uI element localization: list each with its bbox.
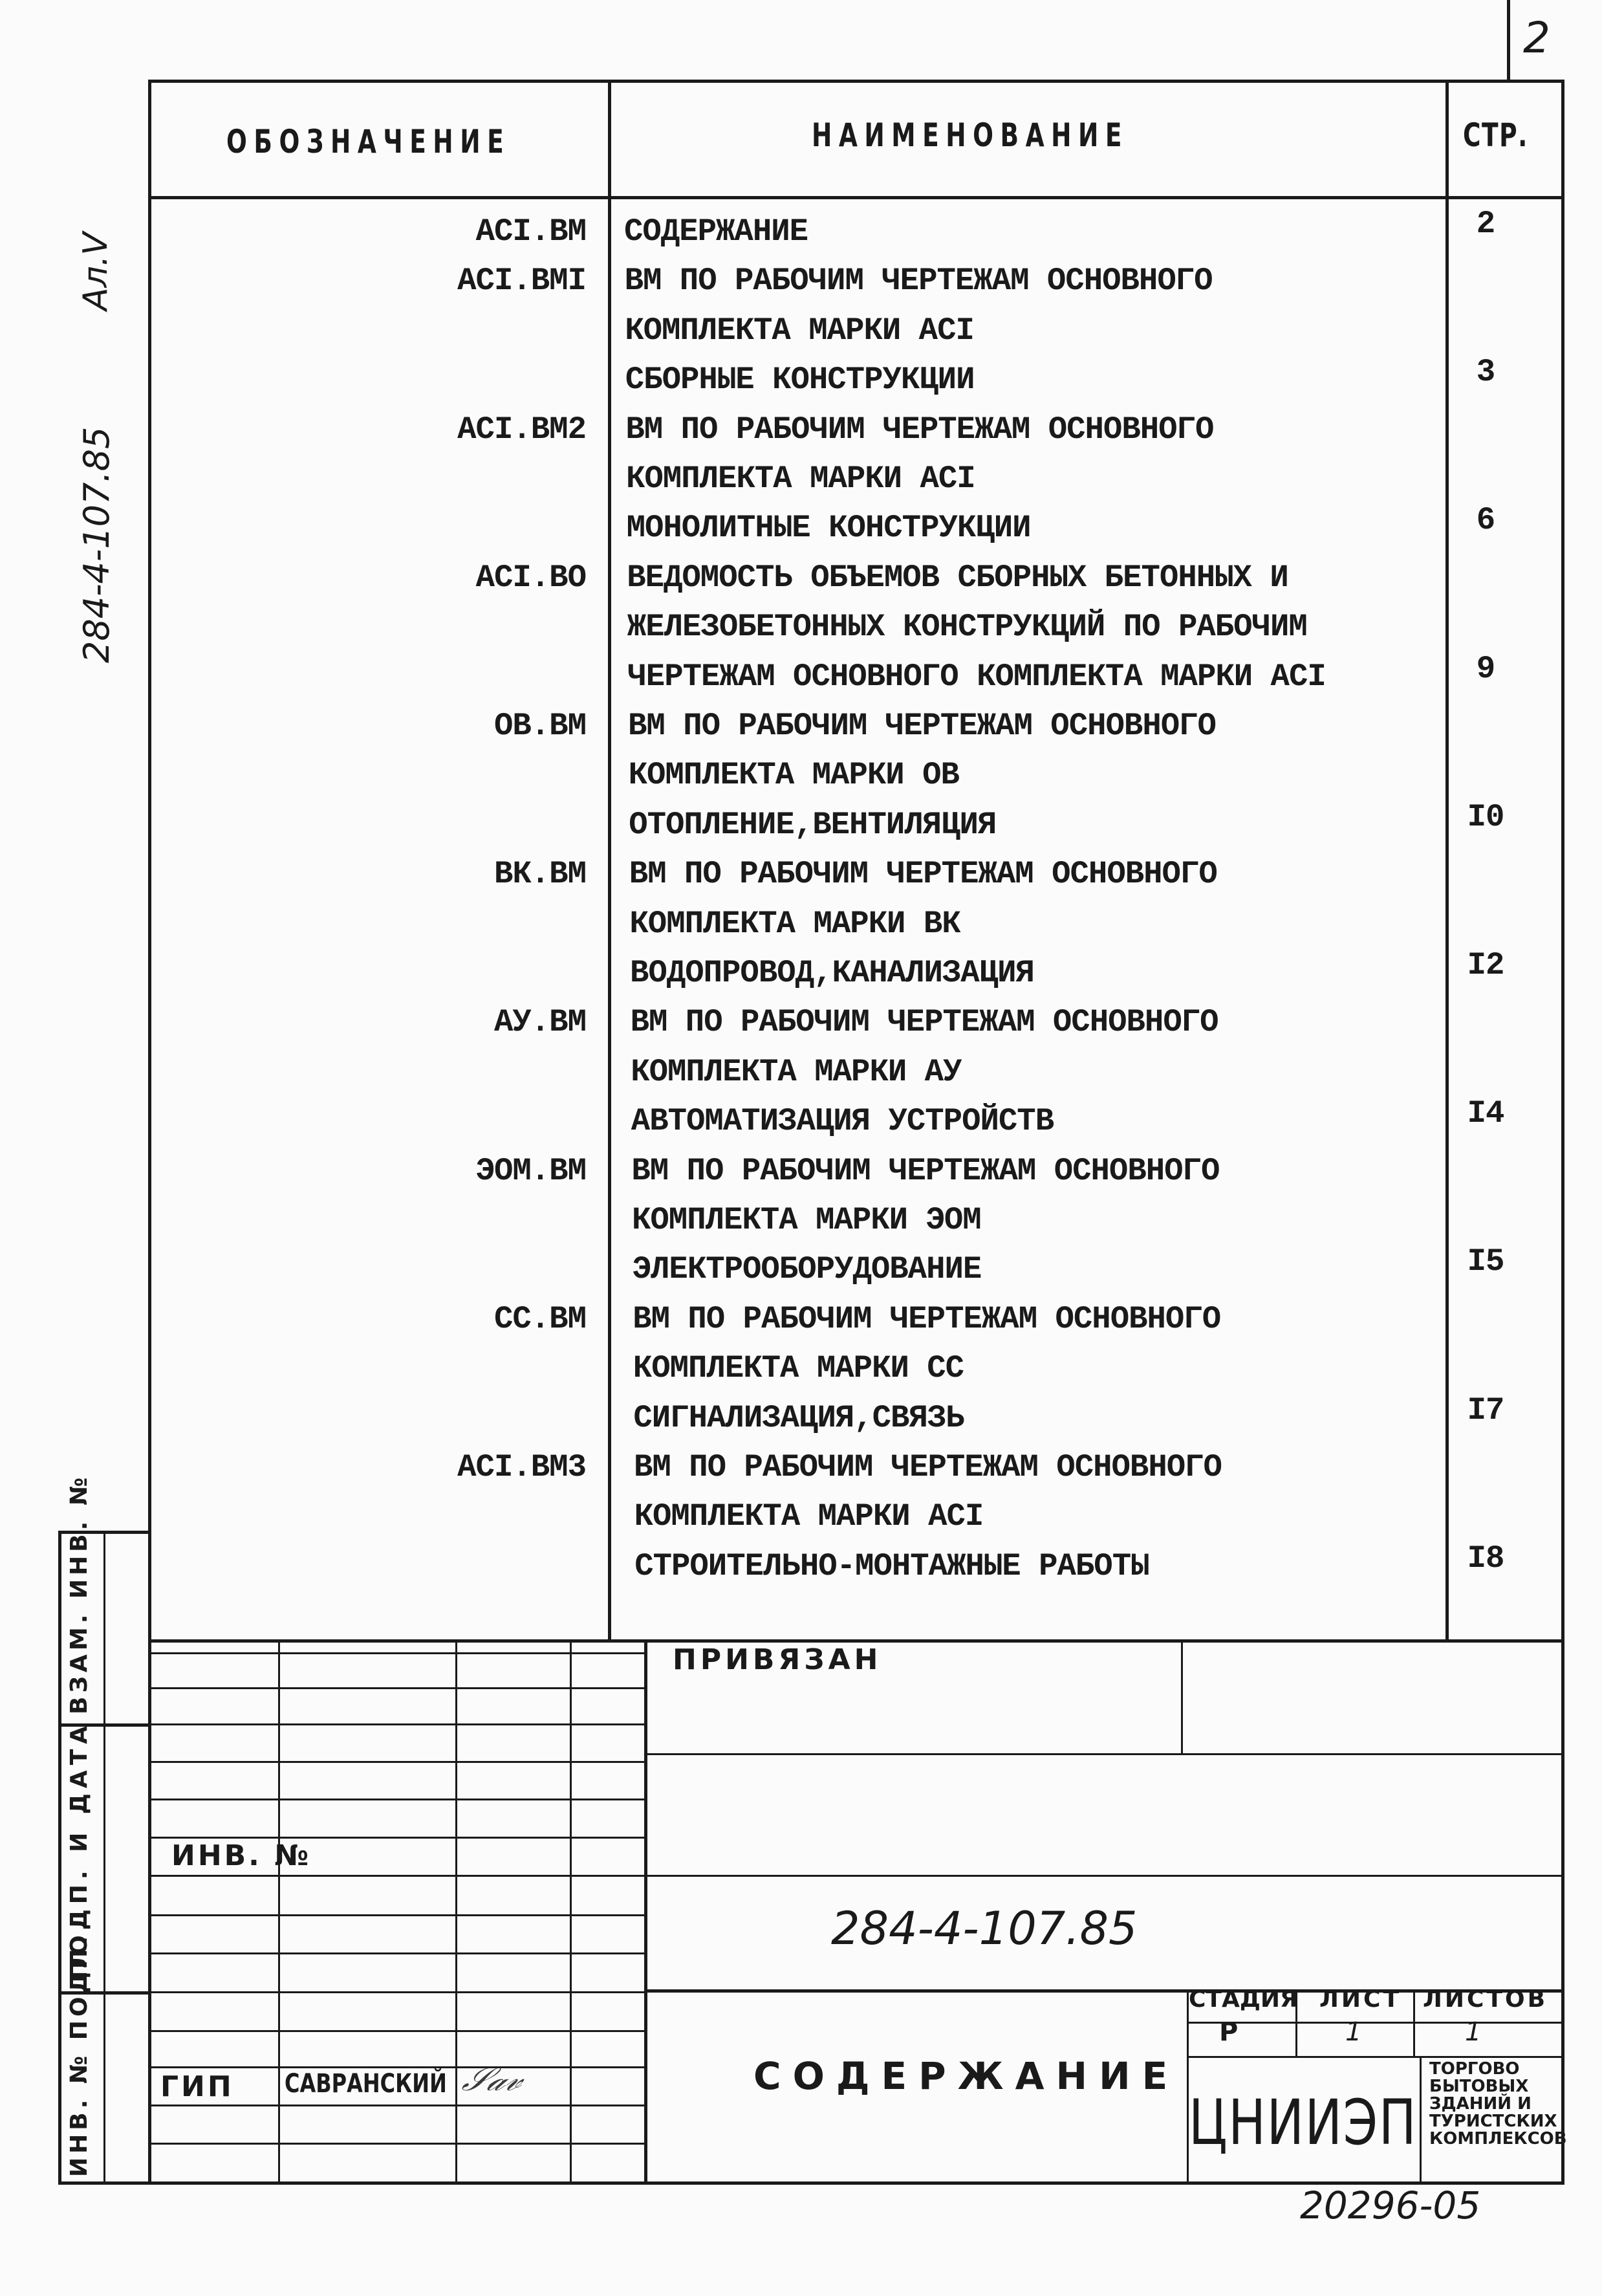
- entry-name-line: КОМПЛЕКТА МАРКИ СС: [633, 1350, 964, 1387]
- sheet-number-divider: [1507, 0, 1510, 81]
- entry-code: СС.ВМ: [493, 1300, 586, 1337]
- entry-name-line: ОТОПЛЕНИЕ,ВЕНТИЛЯЦИЯ: [629, 806, 997, 843]
- entry-code: ЭОМ.ВМ: [475, 1152, 586, 1189]
- grid-row-line: [149, 1761, 645, 1763]
- entry-name-line: ВМ ПО РАБОЧИМ ЧЕРТЕЖАМ ОСНОВНОГО: [630, 1004, 1218, 1041]
- frame-top: [149, 80, 1563, 83]
- entry-name-line: ВМ ПО РАБОЧИМ ЧЕРТЕЖАМ ОСНОВНОГО: [633, 1300, 1221, 1337]
- entry-name-line: ВМ ПО РАБОЧИМ ЧЕРТЕЖАМ ОСНОВНОГО: [629, 856, 1217, 893]
- entry-code: ОВ.ВМ: [493, 708, 586, 744]
- person-name: САВРАНСКИЙ: [285, 2069, 447, 2099]
- entry-name-line: ВМ ПО РАБОЧИМ ЧЕРТЕЖАМ ОСНОВНОГО: [634, 1449, 1222, 1485]
- org-department-line: КОМПЛЕКСОВ: [1429, 2129, 1567, 2148]
- header-divider: [149, 196, 1563, 199]
- entry-page: I8: [1467, 1540, 1504, 1577]
- entry-code: ВК.ВМ: [493, 856, 586, 893]
- header-designation: ОБОЗНАЧЕНИЕ: [226, 123, 511, 160]
- archive-number: 20296-05: [1300, 2183, 1481, 2227]
- entry-name-line: СБОРНЫЕ КОНСТРУКЦИИ: [625, 362, 975, 399]
- entry-page: I5: [1467, 1243, 1504, 1280]
- entry-code: АСI.ВМ2: [457, 411, 586, 448]
- entry-page: I0: [1467, 798, 1504, 835]
- entry-name-line: КОМПЛЕКТА МАРКИ АУ: [631, 1053, 962, 1090]
- role-gip: ГИП: [160, 2070, 234, 2103]
- grid-row-line: [149, 2143, 645, 2145]
- entry-name-line: ЖЕЛЕЗОБЕТОННЫХ КОНСТРУКЦИЙ ПО РАБОЧИМ: [627, 609, 1307, 646]
- org-department-line: БЫТОВЫХ: [1429, 2077, 1529, 2096]
- header-name: НАИМЕНОВАНИЕ: [812, 116, 1129, 154]
- grid-column-line: [455, 1641, 457, 2183]
- sheets-value: 1: [1465, 2017, 1482, 2047]
- sign-date-label: ПОДП. И ДАТА: [66, 1720, 92, 1980]
- project-stamp-vertical: 284-4-107.85: [76, 426, 117, 663]
- inv-no-label: ИНВ. №: [171, 1839, 312, 1872]
- entry-name-line: СИГНАЛИЗАЦИЯ,СВЯЗЬ: [633, 1399, 964, 1436]
- entry-code: АСI.ВО: [475, 559, 586, 596]
- entry-code: АСI.ВМI: [457, 263, 586, 300]
- entry-page: 2: [1476, 206, 1495, 242]
- entry-name-line: ВМ ПО РАБОЧИМ ЧЕРТЕЖАМ ОСНОВНОГО: [628, 708, 1216, 744]
- entry-page: I4: [1467, 1095, 1504, 1132]
- entry-name-line: ЭЛЕКТРООБОРУДОВАНИЕ: [632, 1251, 982, 1288]
- entry-name-line: КОМПЛЕКТА МАРКИ АСI: [626, 461, 975, 497]
- grid-row-line: [149, 1914, 645, 1916]
- linked-label: ПРИВЯЗАН: [673, 1643, 882, 1676]
- stage-row-line: [1187, 2056, 1563, 2058]
- right-row-line: [645, 1875, 1563, 1877]
- sheets-label: ЛИСТОВ: [1423, 1986, 1548, 2013]
- org-divider: [1420, 2056, 1422, 2182]
- replacement-inv-label: ВЗАМ. ИНВ. №: [66, 1473, 92, 1714]
- album-stamp: Ал.V: [76, 232, 115, 311]
- project-code: 284-4-107.85: [831, 1902, 1138, 1955]
- sheet-title: СОДЕРЖАНИЕ: [753, 2054, 1180, 2098]
- sheet-number: 2: [1523, 13, 1550, 63]
- entry-name-line: КОМПЛЕКТА МАРКИ АСI: [625, 312, 974, 349]
- header-page: СТР.: [1463, 116, 1528, 154]
- org-department: [1429, 2061, 1567, 2148]
- linked-divider: [1181, 1641, 1183, 1755]
- grid-row-line: [149, 2066, 645, 2068]
- entry-code: АСI.ВМ: [475, 213, 586, 250]
- grid-row-line: [149, 2105, 645, 2106]
- sheet-label: ЛИСТ: [1319, 1986, 1402, 2013]
- strip-inner: [103, 1531, 105, 2183]
- entry-page: I2: [1467, 947, 1504, 983]
- entry-code: АУ.ВМ: [493, 1004, 586, 1041]
- entry-code: АСI.ВМ3: [457, 1449, 586, 1485]
- entry-name-line: МОНОЛИТНЫЕ КОНСТРУКЦИИ: [626, 510, 1031, 547]
- entry-page: 3: [1476, 354, 1495, 391]
- entry-name-line: КОМПЛЕКТА МАРКИ ОВ: [628, 757, 959, 794]
- grid-row-line: [149, 1723, 645, 1725]
- grid-row-line: [149, 1991, 645, 1993]
- entry-name-line: ВМ ПО РАБОЧИМ ЧЕРТЕЖАМ ОСНОВНОГО: [625, 411, 1214, 448]
- column-divider-name: [608, 80, 611, 1641]
- entry-name-line: ВМ ПО РАБОЧИМ ЧЕРТЕЖАМ ОСНОВНОГО: [624, 263, 1213, 300]
- org-department-line: ТОРГОВО: [1429, 2059, 1520, 2079]
- entry-name-line: ВМ ПО РАБОЧИМ ЧЕРТЕЖАМ ОСНОВНОГО: [631, 1152, 1220, 1189]
- entry-name-line: КОМПЛЕКТА МАРКИ АСI: [634, 1498, 984, 1535]
- signature: 𝒮𝒶𝓋: [457, 2061, 530, 2098]
- org-department-line: ТУРИСТСКИХ: [1429, 2112, 1557, 2131]
- entry-page: 9: [1476, 650, 1495, 687]
- entry-page: I7: [1467, 1392, 1504, 1428]
- entry-name-line: ВОДОПРОВОД,КАНАЛИЗАЦИЯ: [630, 955, 1034, 991]
- table-bottom: [149, 1639, 1563, 1643]
- grid-row-line: [149, 1952, 645, 1954]
- org-department-line: ЗДАНИЙ И: [1429, 2094, 1532, 2114]
- original-inv-label: ИНВ. № ПОДЛ.: [66, 1932, 92, 2177]
- grid-row-line: [149, 1875, 645, 1877]
- entry-name-line: ВЕДОМОСТЬ ОБЪЕМОВ СБОРНЫХ БЕТОННЫХ И: [627, 559, 1288, 596]
- grid-row-line: [149, 1837, 645, 1839]
- entry-name-line: КОМПЛЕКТА МАРКИ ВК: [629, 905, 960, 942]
- entry-name-line: АВТОМАТИЗАЦИЯ УСТРОЙСТВ: [631, 1103, 1054, 1140]
- stage-value: Р: [1219, 2017, 1239, 2047]
- grid-row-line: [149, 2030, 645, 2032]
- entry-name-line: КОМПЛЕКТА МАРКИ ЭОМ: [632, 1202, 981, 1238]
- grid-column-line: [278, 1641, 280, 2183]
- org-name: ЦНИИЭП: [1189, 2086, 1418, 2159]
- sheet-value: 1: [1345, 2017, 1362, 2047]
- grid-row-line: [149, 1687, 645, 1689]
- stage-label: СТАДИЯ: [1189, 1986, 1298, 2013]
- entry-page: 6: [1476, 502, 1495, 539]
- grid-column-line: [570, 1641, 572, 2183]
- grid-column-line: [644, 1641, 647, 2183]
- entry-name-line: ЧЕРТЕЖАМ ОСНОВНОГО КОМПЛЕКТА МАРКИ АСI: [627, 658, 1326, 695]
- grid-row-line: [149, 1652, 645, 1654]
- stage-row-line: [1187, 2022, 1563, 2024]
- frame-left: [148, 80, 151, 2183]
- right-row-line: [645, 1753, 1563, 1755]
- entry-name-line: СОДЕРЖАНИЕ: [624, 213, 808, 250]
- strip-left: [58, 1531, 61, 2184]
- entry-name-line: СТРОИТЕЛЬНО-МОНТАЖНЫЕ РАБОТЫ: [634, 1547, 1149, 1584]
- grid-row-line: [149, 1799, 645, 1800]
- frame-right: [1561, 80, 1564, 2183]
